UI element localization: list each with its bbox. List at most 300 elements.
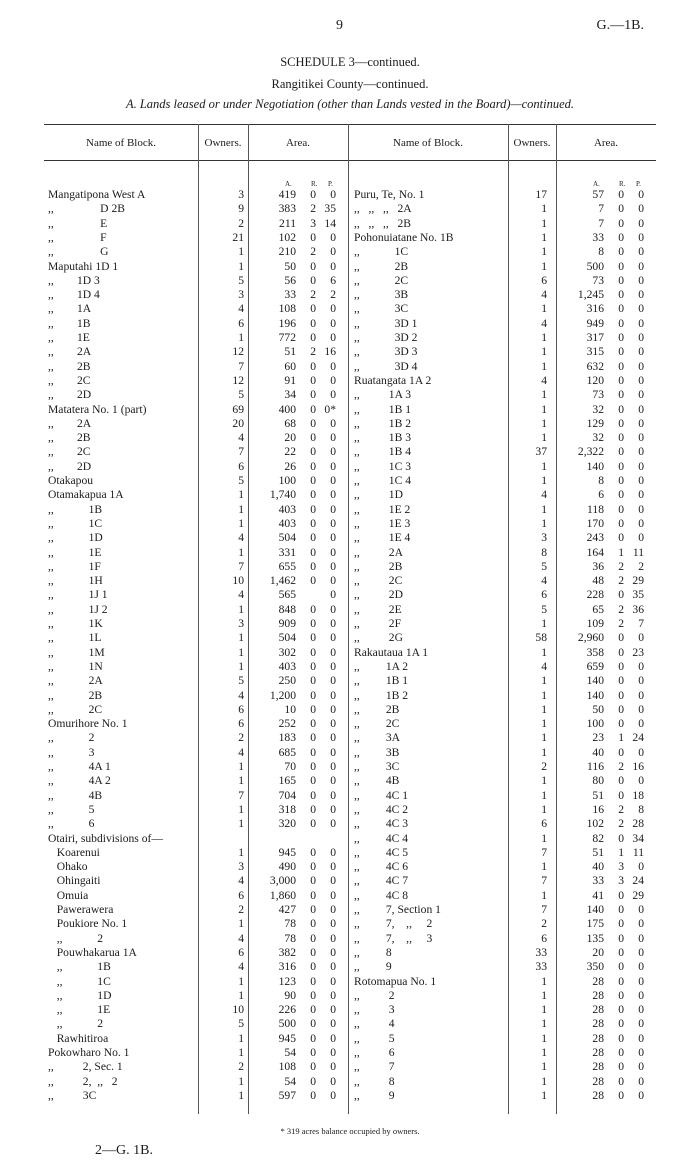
block-name: ,, 2B bbox=[48, 688, 103, 702]
area-roods: 0 bbox=[618, 631, 624, 645]
block-name: ,, 4C 5 bbox=[354, 845, 409, 859]
block-name: ,, 4C 8 bbox=[354, 888, 409, 902]
area-roods: 0 bbox=[310, 874, 316, 888]
block-name: Pohonuiatane No. 1B bbox=[354, 230, 454, 244]
area-perches: 0 bbox=[330, 845, 336, 859]
area-roods: 0 bbox=[310, 1060, 316, 1074]
area-roods: 0 bbox=[618, 888, 624, 902]
owners-count: 1 bbox=[541, 502, 547, 516]
area-perches: 0 bbox=[638, 1031, 644, 1045]
block-name: ,, 1B bbox=[48, 502, 103, 516]
area-perches: 0 bbox=[330, 717, 336, 731]
area-roods: 2 bbox=[618, 617, 624, 630]
owners-count: 1 bbox=[238, 645, 244, 659]
area-acres: 32 bbox=[592, 402, 604, 416]
area-roods: 0 bbox=[310, 945, 316, 959]
area-roods: 0 bbox=[310, 188, 316, 201]
area-roods: 3 bbox=[618, 860, 624, 874]
area-perches: 0 bbox=[638, 717, 644, 731]
header-name-right: Name of Block. bbox=[393, 137, 463, 149]
area-acres: 315 bbox=[586, 345, 604, 359]
area-roods: 2 bbox=[310, 345, 316, 359]
area-acres: 78 bbox=[284, 917, 296, 931]
owners-count: 1 bbox=[541, 674, 547, 688]
block-name: Rotomapua No. 1 bbox=[354, 974, 437, 988]
block-name: Pawerawera bbox=[48, 903, 114, 916]
owners-count: 1 bbox=[541, 1003, 547, 1017]
area-roods: 0 bbox=[310, 1088, 316, 1102]
block-name: ,, 1D 4 bbox=[48, 288, 100, 302]
area-acres: 140 bbox=[586, 688, 604, 702]
area-perches: 0 bbox=[638, 445, 644, 459]
area-perches: 0 bbox=[638, 702, 644, 716]
area-acres: 28 bbox=[592, 1017, 604, 1031]
table-row bbox=[0, 917, 700, 931]
owners-count: 7 bbox=[238, 359, 244, 373]
owners-count: 33 bbox=[535, 960, 547, 974]
area-roods: 0 bbox=[310, 1074, 316, 1088]
block-name: Matatera No. 1 (part) bbox=[48, 402, 147, 416]
block-name: ,, 4C 2 bbox=[354, 802, 409, 816]
area-acres: 331 bbox=[278, 545, 296, 559]
table-row bbox=[0, 217, 700, 231]
area-roods: 0 bbox=[618, 474, 624, 487]
table-row bbox=[0, 889, 700, 903]
block-name: Omurihore No. 1 bbox=[48, 717, 128, 731]
block-name: Ohingaiti bbox=[48, 874, 101, 888]
block-name: ,, 4C 1 bbox=[354, 788, 409, 802]
owners-count: 7 bbox=[541, 903, 547, 916]
area-acres: 2,960 bbox=[577, 631, 604, 645]
table-row bbox=[0, 460, 700, 474]
block-name: ,, 3C bbox=[354, 760, 400, 773]
area-perches: 0 bbox=[638, 316, 644, 330]
table-row bbox=[0, 274, 700, 288]
owners-count: 1 bbox=[541, 202, 547, 216]
owners-count: 1 bbox=[238, 774, 244, 788]
area-roods: 2 bbox=[310, 288, 316, 302]
area-roods: 0 bbox=[618, 273, 624, 287]
owners-count: 1 bbox=[541, 1088, 547, 1102]
table-row bbox=[0, 617, 700, 631]
table-row bbox=[0, 1017, 700, 1031]
owners-count: 1 bbox=[541, 688, 547, 702]
owners-count: 4 bbox=[238, 431, 244, 445]
area-perches: 0 bbox=[638, 1074, 644, 1088]
area-roods: 0 bbox=[618, 216, 624, 230]
block-name: Poukiore No. 1 bbox=[48, 917, 128, 931]
header-name-left: Name of Block. bbox=[86, 137, 156, 149]
area-acres: 50 bbox=[284, 259, 296, 273]
block-name: ,, 1B 2 bbox=[354, 688, 409, 702]
owners-count: 1 bbox=[238, 1088, 244, 1102]
area-acres: 949 bbox=[586, 316, 604, 330]
area-roods: 0 bbox=[310, 774, 316, 788]
area-roods: 0 bbox=[618, 688, 624, 702]
owners-count: 1 bbox=[541, 1074, 547, 1088]
area-acres: 403 bbox=[278, 659, 296, 673]
area-roods: 0 bbox=[618, 960, 624, 974]
area-acres: 504 bbox=[278, 531, 296, 545]
area-perches: 7 bbox=[638, 617, 644, 630]
area-perches: 0 bbox=[638, 431, 644, 445]
area-roods: 0 bbox=[310, 259, 316, 273]
table-row bbox=[0, 288, 700, 302]
area-perches: 0 bbox=[330, 1017, 336, 1031]
area-acres: 22 bbox=[284, 445, 296, 459]
area-roods: 1 bbox=[618, 845, 624, 859]
area-acres: 945 bbox=[278, 1031, 296, 1045]
area-perches: 0 bbox=[638, 917, 644, 931]
owners-count: 7 bbox=[238, 559, 244, 573]
area-perches: 0 bbox=[330, 188, 336, 201]
area-acres: 318 bbox=[278, 802, 296, 816]
owners-count: 7 bbox=[238, 445, 244, 459]
owners-count: 4 bbox=[238, 302, 244, 316]
area-perches: 0 bbox=[330, 502, 336, 516]
footnote: * 319 acres balance occupied by owners. bbox=[280, 1126, 420, 1136]
block-name: ,, 1B 4 bbox=[354, 445, 412, 459]
owners-count: 4 bbox=[238, 874, 244, 888]
block-name: ,, 1B bbox=[48, 960, 111, 974]
area-roods: 0 bbox=[618, 288, 624, 302]
owners-count: 5 bbox=[238, 674, 244, 688]
area-roods: 0 bbox=[310, 960, 316, 974]
owners-count: 3 bbox=[238, 860, 244, 874]
area-acres: 28 bbox=[592, 1060, 604, 1074]
area-roods: 0 bbox=[618, 674, 624, 688]
area-perches: 11 bbox=[632, 545, 644, 559]
owners-count: 1 bbox=[238, 1046, 244, 1059]
area-perches: 0 bbox=[330, 702, 336, 716]
owners-count: 1 bbox=[541, 717, 547, 731]
table-row bbox=[0, 846, 700, 860]
block-name: ,, ,, ,, 2B bbox=[354, 216, 412, 230]
area-acres: 316 bbox=[278, 960, 296, 974]
area-roods: 0 bbox=[310, 230, 316, 244]
page-number: 9 bbox=[336, 18, 343, 33]
area-perches: 0 bbox=[330, 817, 336, 831]
area-acres: 40 bbox=[592, 860, 604, 874]
table-row bbox=[0, 417, 700, 431]
table-row bbox=[0, 817, 700, 831]
table-row bbox=[0, 1075, 700, 1089]
area-acres: 73 bbox=[592, 388, 604, 402]
table-row bbox=[0, 674, 700, 688]
area-roods: 2 bbox=[618, 559, 624, 573]
owners-count: 1 bbox=[238, 1031, 244, 1045]
area-perches: 18 bbox=[632, 788, 644, 802]
area-perches: 0 bbox=[330, 1046, 336, 1059]
area-acres: 250 bbox=[278, 674, 296, 688]
owners-count: 1 bbox=[238, 516, 244, 530]
area-acres: 135 bbox=[586, 931, 604, 945]
area-roods: 0 bbox=[310, 474, 316, 487]
table-row bbox=[0, 774, 700, 788]
area-perches: 0 bbox=[330, 903, 336, 916]
area-acres: 427 bbox=[278, 903, 296, 916]
block-name: ,, 1H bbox=[48, 574, 103, 588]
area-acres: 500 bbox=[278, 1017, 296, 1031]
area-roods: 0 bbox=[618, 588, 624, 602]
block-name: Pokowharo No. 1 bbox=[48, 1046, 130, 1059]
area-roods: 0 bbox=[310, 631, 316, 645]
area-acres: 102 bbox=[586, 817, 604, 831]
block-name: Otairi, subdivisions of— bbox=[48, 831, 163, 845]
owners-count: 1 bbox=[541, 731, 547, 745]
table-row bbox=[0, 302, 700, 316]
block-name: ,, 1E 4 bbox=[354, 531, 411, 545]
area-perches: 24 bbox=[632, 731, 644, 745]
area-roods: 0 bbox=[618, 188, 624, 201]
owners-count: 6 bbox=[238, 702, 244, 716]
area-roods: 0 bbox=[310, 731, 316, 745]
table-row bbox=[0, 860, 700, 874]
owners-count: 2 bbox=[238, 1060, 244, 1074]
block-name: ,, 7 bbox=[354, 1060, 395, 1074]
owners-count: 1 bbox=[541, 345, 547, 359]
owners-count: 4 bbox=[541, 488, 547, 502]
table-row bbox=[0, 960, 700, 974]
area-roods: 0 bbox=[618, 945, 624, 959]
area-roods: 2 bbox=[618, 602, 624, 616]
area-perches: 0 bbox=[330, 874, 336, 888]
block-name: ,, 2D bbox=[354, 588, 403, 602]
owners-count: 1 bbox=[541, 459, 547, 473]
owners-count: 1 bbox=[238, 245, 244, 259]
owners-count: 4 bbox=[238, 588, 244, 602]
area-perches: 0 bbox=[638, 659, 644, 673]
area-roods: 0 bbox=[618, 974, 624, 988]
owners-count: 1 bbox=[541, 802, 547, 816]
table-row bbox=[0, 546, 700, 560]
table-row bbox=[0, 574, 700, 588]
area-perches: 0 bbox=[330, 602, 336, 616]
block-name: ,, 2B bbox=[354, 702, 400, 716]
block-name: ,, 4B bbox=[48, 788, 103, 802]
area-acres: 33 bbox=[592, 230, 604, 244]
area-perches: 16 bbox=[632, 760, 644, 773]
area-perches: 0 bbox=[330, 945, 336, 959]
owners-count: 6 bbox=[541, 273, 547, 287]
block-name: ,, 2D bbox=[48, 388, 92, 402]
area-acres: 65 bbox=[592, 602, 604, 616]
area-acres: 632 bbox=[586, 359, 604, 373]
owners-count: 3 bbox=[238, 188, 244, 201]
area-acres: 211 bbox=[279, 216, 296, 230]
area-acres: 28 bbox=[592, 1088, 604, 1102]
area-roods: 0 bbox=[618, 1088, 624, 1102]
owners-count: 5 bbox=[541, 559, 547, 573]
table-row bbox=[0, 975, 700, 989]
area-perches: 0 bbox=[330, 888, 336, 902]
owners-count: 5 bbox=[238, 474, 244, 487]
area-roods: 0 bbox=[618, 345, 624, 359]
table-row bbox=[0, 588, 700, 602]
block-name: Rakautaua 1A 1 bbox=[354, 645, 429, 659]
area-perches: 0 bbox=[638, 688, 644, 702]
header-owners-right: Owners. bbox=[513, 137, 551, 149]
area-acres: 8 bbox=[598, 245, 604, 259]
area-roods: 0 bbox=[618, 259, 624, 273]
owners-count: 6 bbox=[541, 588, 547, 602]
area-acres: 1,740 bbox=[269, 488, 296, 502]
owners-count: 1 bbox=[238, 845, 244, 859]
owners-count: 1 bbox=[541, 431, 547, 445]
area-roods: 3 bbox=[618, 874, 624, 888]
area-perches: 28 bbox=[632, 817, 644, 831]
area-perches: 36 bbox=[632, 602, 644, 616]
block-name: ,, 3B bbox=[354, 288, 409, 302]
table-row bbox=[0, 531, 700, 545]
owners-count: 1 bbox=[541, 331, 547, 344]
area-roods: 0 bbox=[310, 545, 316, 559]
block-name: ,, 2D bbox=[48, 459, 92, 473]
area-acres: 80 bbox=[592, 774, 604, 788]
table-row bbox=[0, 1003, 700, 1017]
block-name: ,, 9 bbox=[354, 960, 392, 974]
block-name: ,, 3D 2 bbox=[354, 331, 418, 344]
area-roods: 1 bbox=[618, 545, 624, 559]
area-roods: 0 bbox=[618, 1031, 624, 1045]
owners-count: 6 bbox=[238, 459, 244, 473]
owners-count: 2 bbox=[238, 216, 244, 230]
area-roods: 0 bbox=[310, 988, 316, 1002]
owners-count: 5 bbox=[238, 273, 244, 287]
block-name: ,, 2B bbox=[354, 559, 403, 573]
area-acres: 51 bbox=[284, 345, 296, 359]
block-name: Ohako bbox=[48, 860, 88, 874]
block-name: ,, 7, ,, 3 bbox=[354, 931, 433, 945]
block-name: ,, E bbox=[48, 216, 108, 230]
area-roods: 0 bbox=[618, 1003, 624, 1017]
area-perches: 0 bbox=[638, 273, 644, 287]
area-roods: 0 bbox=[618, 488, 624, 502]
block-name: ,, 2C bbox=[48, 373, 91, 387]
owners-count: 9 bbox=[238, 202, 244, 216]
area-perches: 0 bbox=[330, 359, 336, 373]
section-title: A. Lands leased or under Negotiation (other than Lands vested in the Board)—continued. bbox=[125, 97, 575, 111]
table-row bbox=[0, 760, 700, 774]
block-name: ,, 2A bbox=[354, 545, 403, 559]
area-roods: 0 bbox=[618, 359, 624, 373]
owners-count: 1 bbox=[541, 416, 547, 430]
area-perches: 0 bbox=[638, 502, 644, 516]
table-row bbox=[0, 789, 700, 803]
block-name: ,, 2 bbox=[48, 1017, 104, 1031]
area-acres: 317 bbox=[586, 331, 604, 344]
area-perches: 0 bbox=[638, 531, 644, 545]
block-name: ,, 3D 1 bbox=[354, 316, 418, 330]
area-acres: 659 bbox=[586, 659, 604, 673]
owners-count: 1 bbox=[541, 617, 547, 630]
block-name: ,, 3A bbox=[354, 731, 401, 745]
area-acres: 20 bbox=[592, 945, 604, 959]
table-row bbox=[0, 689, 700, 703]
area-roods: 0 bbox=[310, 845, 316, 859]
block-name: ,, 7, Section 1 bbox=[354, 903, 441, 916]
area-perches: 6 bbox=[330, 273, 336, 287]
area-perches: 0 bbox=[330, 688, 336, 702]
area-perches: 0 bbox=[330, 1074, 336, 1088]
table-row bbox=[0, 703, 700, 717]
block-name: ,, 1B 1 bbox=[354, 674, 409, 688]
owners-count: 4 bbox=[238, 531, 244, 545]
table-row bbox=[0, 474, 700, 488]
area-acres: 226 bbox=[278, 1003, 296, 1017]
owners-count: 4 bbox=[541, 659, 547, 673]
header-bottom-rule bbox=[44, 160, 656, 161]
block-name: ,, 1E bbox=[48, 1003, 111, 1017]
block-name: ,, 3B bbox=[354, 745, 400, 759]
area-roods: 0 bbox=[310, 445, 316, 459]
table-top-rule bbox=[44, 124, 656, 125]
area-roods: 0 bbox=[618, 316, 624, 330]
area-acres: 909 bbox=[278, 617, 296, 630]
owners-count: 4 bbox=[238, 688, 244, 702]
owners-count: 7 bbox=[541, 874, 547, 888]
block-name: ,, 2, ,, 2 bbox=[48, 1074, 118, 1088]
area-roods: 2 bbox=[310, 202, 316, 216]
area-roods: 0 bbox=[310, 645, 316, 659]
block-name: ,, 1C bbox=[48, 516, 103, 530]
block-name: ,, 1J 2 bbox=[48, 602, 108, 616]
area-acres: 60 bbox=[284, 359, 296, 373]
owners-count: 1 bbox=[541, 302, 547, 316]
area-perches: 0 bbox=[330, 259, 336, 273]
table-row bbox=[0, 1032, 700, 1046]
area-roods: 0 bbox=[310, 745, 316, 759]
area-roods: 0 bbox=[310, 917, 316, 931]
area-roods: 0 bbox=[310, 702, 316, 716]
table-row bbox=[0, 989, 700, 1003]
block-name: ,, D 2B bbox=[48, 202, 125, 216]
table-row bbox=[0, 260, 700, 274]
block-name: ,, 2 bbox=[48, 731, 95, 745]
area-roods: 0 bbox=[310, 817, 316, 831]
area-perches: 0 bbox=[330, 674, 336, 688]
area-perches: 0 bbox=[638, 1060, 644, 1074]
area-perches: 0 bbox=[638, 288, 644, 302]
area-roods: 0 bbox=[310, 1031, 316, 1045]
area-acres: 108 bbox=[278, 302, 296, 316]
area-roods: 0 bbox=[310, 431, 316, 445]
area-acres: 655 bbox=[278, 559, 296, 573]
area-perches: 0 bbox=[330, 302, 336, 316]
area-roods: 0 bbox=[310, 402, 316, 416]
owners-count: 1 bbox=[541, 245, 547, 259]
block-name: ,, 1C bbox=[354, 245, 409, 259]
area-roods: 0 bbox=[310, 316, 316, 330]
area-acres: 100 bbox=[586, 717, 604, 731]
owners-count: 7 bbox=[541, 845, 547, 859]
area-roods: 0 bbox=[310, 574, 316, 588]
block-name: ,, 3C bbox=[354, 302, 409, 316]
area-roods: 0 bbox=[618, 774, 624, 788]
area-roods: 0 bbox=[618, 1074, 624, 1088]
area-acres: 28 bbox=[592, 1031, 604, 1045]
block-name: ,, 1M bbox=[48, 645, 105, 659]
area-acres: 123 bbox=[278, 974, 296, 988]
area-roods: 0 bbox=[618, 373, 624, 387]
table-row bbox=[0, 560, 700, 574]
block-name: ,, 3 bbox=[48, 745, 95, 759]
owners-count: 1 bbox=[238, 817, 244, 831]
owners-count: 1 bbox=[238, 331, 244, 344]
area-acres: 228 bbox=[586, 588, 604, 602]
area-roods: 0 bbox=[618, 416, 624, 430]
block-name: ,, 1B 1 bbox=[354, 402, 412, 416]
